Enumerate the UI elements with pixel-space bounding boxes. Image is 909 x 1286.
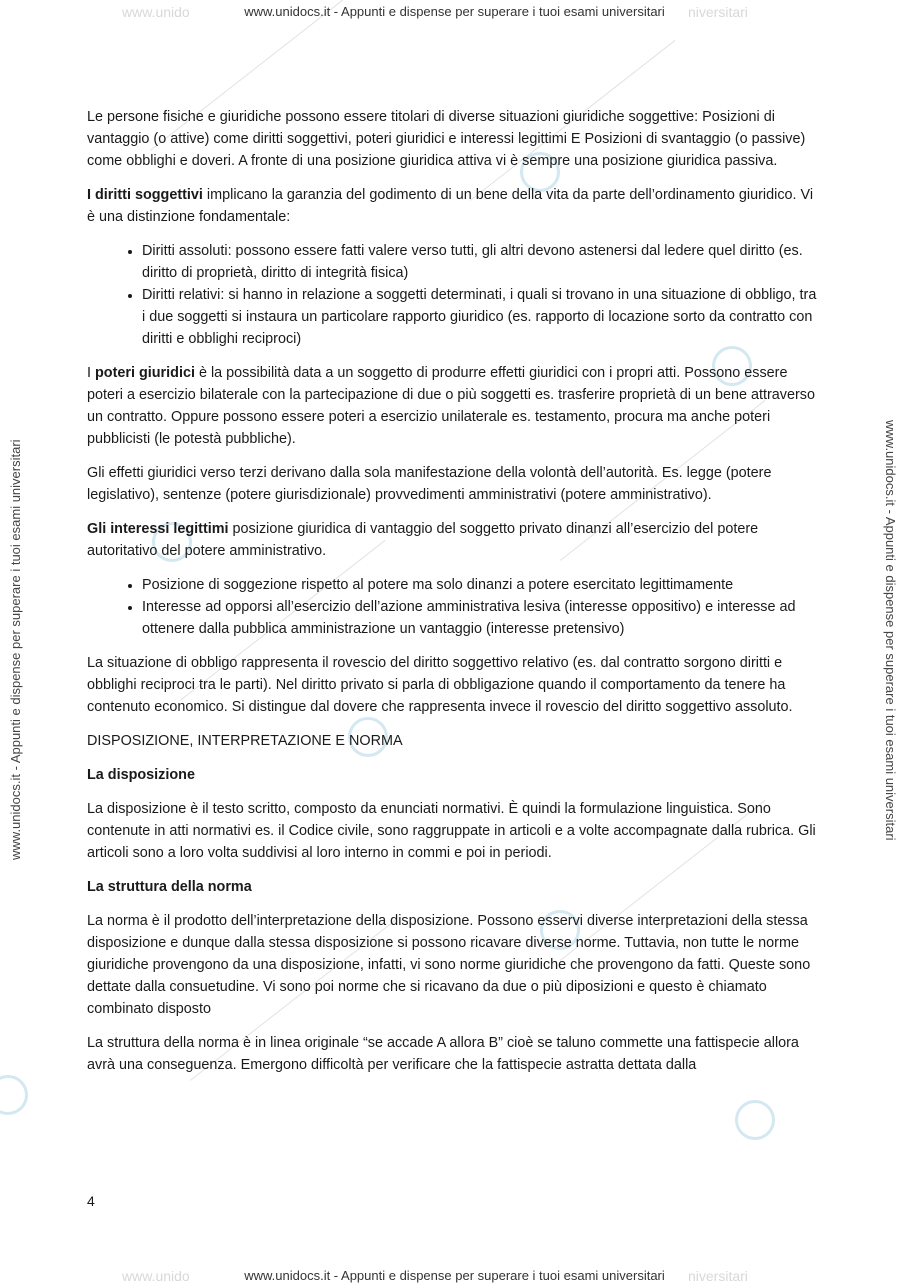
list-item: • Diritti assoluti: possono essere fatti valere verso tutti, gli altri devono astenersi dal ledere quel diritto (es. diritto di proprietà, diritto di integrità fisica) [142,240,823,284]
term-interessi-legittimi: Gli interessi legittimi [87,521,229,537]
paragraph-text: implicano la garanzia del godimento di un bene della vita da parte dell’ordinamento giuridico. Vi è una distinzione fondamentale: [87,187,814,225]
subheading-struttura-norma [87,876,823,898]
paragraph-text: è la possibilità data a un soggetto di produrre effetti giuridici con i propri atti. Possono essere poteri a esercizio bilaterale con la partecipazione di due o più soggetti es. trasferire proprietà di un bene attraverso un contratto. Oppure possono essere poteri a esercizio unilaterale es. testamento, procura ma anche poteri pubblicisti (le potestà pubbliche). [87,365,815,447]
subheading-disposizione [87,764,823,786]
page-number: 4 [87,1193,95,1209]
watermark-bottom: www.unidocs.it - Appunti e dispense per superare i tuoi esami universitari [244,1268,665,1283]
list-item: • Diritti relativi: si hanno in relazione a soggetti determinati, i quali si trovano in una situazione di obbligo, tra i due soggetti si instaura un particolare rapporto giuridico (es. rapporto di locazione sorto da contratto con diritti e obblighi reciproci) [142,284,823,350]
paragraph-text: posizione giuridica di vantaggio del soggetto privato dinanzi all’esercizio del potere autoritativo del potere amministrativo. [87,521,759,559]
paragraph-text: I [87,365,95,381]
watermark-ghost-text: niversitari [688,1268,748,1284]
paragraph-obbligo: La situazione di obbligo rappresenta il rovescio del diritto soggettivo relativo (es. dal contratto sorgono diritti e obblighi reciproci tra le parti). Nel diritto privato si parla di obbligazione quando il comportamento da tenere ha contenuto economico. Si distingue dal dovere che rappresenta invece il rovescio del diritto soggettivo assoluto. [87,655,793,715]
list-item: • Posizione di soggezione rispetto al potere ma solo dinanzi a potere esercitato legittimamente [142,574,823,596]
paragraph-interessi-legittimi [87,518,823,562]
paragraph-norma: La norma è il prodotto dell’interpretazione della disposizione. Possono esservi diverse interpretazioni della stessa disposizione e dunque dalla stessa disposizione si possono ricavare diverse norme. Tuttavia, non tutte le norme giuridiche provengono da una disposizione, infatti, vi sono norme giuridiche che provengono da fatti. Queste sono dettate dalla consuetudine. Vi sono poi norme che si ricavano da due o più diposizioni e questo è chiamato combinato disposto [87,913,811,1017]
paragraph-situazioni-giuridiche: Le persone fisiche e giuridiche possono essere titolari di diverse situazioni giuridiche soggettive: Posizioni di vantaggio (o attive) come diritti soggettivi, poteri giuridici e interessi legittimi E Posizioni di svantaggio (o passive) come obblighi e doveri. A fronte di una posizione giuridica attiva vi è sempre una posizione giuridica passiva. [87,109,806,169]
paragraph-struttura-norma: La struttura della norma è in linea originale “se accade A allora B” cioè se taluno commette una fattispecie allora avrà una conseguenza. Emergono difficoltà per verificare che la fattispecie astratta dettata dalla [87,1035,799,1073]
paragraph-poteri-giuridici [87,362,823,450]
paragraph-effetti-giuridici: Gli effetti giuridici verso terzi derivano dalla sola manifestazione della volontà dell’autorità. Es. legge (potere legislativo), sentenze (potere giurisdizionale) provvedimenti amministrativi (potere amministrativo). [87,465,772,503]
watermark-right: www.unidocs.it - Appunti e dispense per superare i tuoi esami universitari [883,420,898,841]
list-diritti [87,240,823,350]
watermark-left: www.unidocs.it - Appunti e dispense per superare i tuoi esami universitari [8,439,23,860]
paragraph-disposizione: La disposizione è il testo scritto, composto da enunciati normativi. È quindi la formulazione linguistica. Sono contenute in atti normativi es. il Codice civile, sono raggruppate in articoli e a volte accompagnate dalla rubrica. Gli articoli sono a loro volta suddivisi al loro interno in commi e poi in periodi. [87,801,816,861]
section-heading: DISPOSIZIONE, INTERPRETAZIONE E NORMA [87,733,403,749]
term-diritti-soggettivi: I diritti soggettivi [87,187,203,203]
list-interessi [87,574,823,640]
watermark-top: www.unidocs.it - Appunti e dispense per superare i tuoi esami universitari [244,4,665,19]
list-item: • Interesse ad opporsi all’esercizio dell’azione amministrativa lesiva (interesse oppositivo) e interesse ad ottenere dalla pubblica amministrazione un vantaggio (interesse pretensivo) [142,596,823,640]
watermark-ghost-text: niversitari [688,4,748,20]
unidocs-logo-icon [735,1100,775,1140]
document-body [87,106,823,1088]
subheading-text: La struttura della norma [87,879,252,895]
unidocs-logo-icon [0,1075,28,1115]
watermark-ghost-text: www.unido [122,1268,190,1284]
watermark-ghost-text: www.unido [122,4,190,20]
paragraph-diritti-soggettivi [87,184,823,228]
subheading-text: La disposizione [87,767,195,783]
term-poteri-giuridici: poteri giuridici [95,365,195,381]
